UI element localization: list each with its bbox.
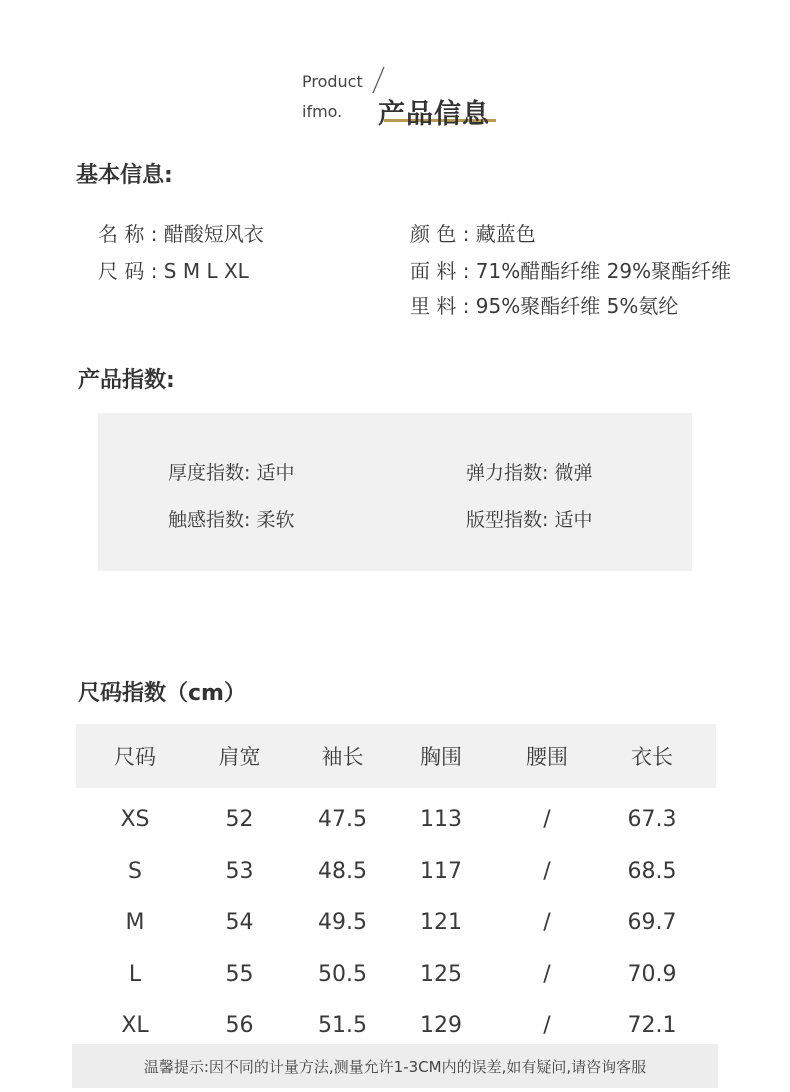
table-cell: 55 <box>225 961 254 987</box>
table-cell: / <box>543 910 551 936</box>
table-cell: M <box>125 910 145 936</box>
table-cell: 70.9 <box>627 961 677 987</box>
table-cell: 56 <box>225 1013 254 1039</box>
table-row <box>76 949 716 1001</box>
table-cell: 72.1 <box>627 1013 677 1039</box>
info-name: 名 称 : 醋酸短风衣 <box>98 222 264 246</box>
info-size: 尺 码 : S M L XL <box>98 259 249 283</box>
table-cell: 67.3 <box>627 807 677 833</box>
slash-divider <box>370 66 386 94</box>
header-cell: 胸围 <box>420 745 462 769</box>
table-cell: 49.5 <box>318 910 367 936</box>
table-row <box>76 897 716 949</box>
table-cell: / <box>543 858 551 884</box>
header-en-product: Product <box>302 72 363 91</box>
index-fit: 版型指数: 适中 <box>466 509 593 531</box>
table-cell: 69.7 <box>627 910 677 936</box>
table-cell: / <box>543 961 551 987</box>
table-cell: 125 <box>420 961 462 987</box>
table-cell: 54 <box>225 910 254 936</box>
size-table <box>76 724 716 1052</box>
table-row <box>76 794 716 846</box>
info-color: 颜 色 : 藏蓝色 <box>410 222 536 246</box>
index-touch: 触感指数: 柔软 <box>168 509 295 531</box>
measurement-notice: 温馨提示:因不同的计量方法,测量允许1-3CM内的误差,如有疑问,请咨询客服 <box>72 1044 718 1088</box>
header-cell: 肩宽 <box>218 745 261 769</box>
table-cell: 47.5 <box>318 807 367 833</box>
table-cell: L <box>128 961 142 987</box>
page-title: 产品信息 <box>378 99 490 130</box>
header-cell: 尺码 <box>114 745 156 769</box>
product-index-title: 产品指数: <box>78 368 175 393</box>
header-cell: 腰围 <box>526 745 568 769</box>
size-table-title: 尺码指数（cm） <box>78 681 246 706</box>
index-elasticity: 弹力指数: 微弹 <box>466 462 593 484</box>
table-cell: 113 <box>420 807 462 833</box>
header-cell: 衣长 <box>631 745 673 769</box>
table-cell: 121 <box>420 910 462 936</box>
table-cell: 117 <box>420 858 462 884</box>
table-cell: S <box>128 858 142 884</box>
product-index-panel <box>98 413 692 571</box>
table-cell: 48.5 <box>318 858 367 884</box>
table-row <box>76 846 716 898</box>
table-cell: / <box>543 1013 551 1039</box>
info-lining: 里 料 : 95%聚酯纤维 5%氨纶 <box>410 294 679 318</box>
table-cell: XS <box>120 807 150 833</box>
table-cell: XL <box>121 1013 149 1039</box>
table-cell: 50.5 <box>318 961 367 987</box>
table-cell: 129 <box>420 1013 462 1039</box>
header-en-brand: ifmo. <box>302 102 343 121</box>
table-cell: 52 <box>225 807 254 833</box>
header-cell: 袖长 <box>321 745 364 769</box>
basic-info-title: 基本信息: <box>76 163 173 188</box>
table-cell: 68.5 <box>627 858 677 884</box>
table-cell: / <box>543 807 551 833</box>
table-cell: 51.5 <box>318 1013 367 1039</box>
table-header-row <box>76 724 716 788</box>
table-cell: 53 <box>225 858 254 884</box>
info-fabric: 面 料 : 71%醋酯纤维 29%聚酯纤维 <box>410 259 732 283</box>
index-thickness: 厚度指数: 适中 <box>168 462 295 484</box>
